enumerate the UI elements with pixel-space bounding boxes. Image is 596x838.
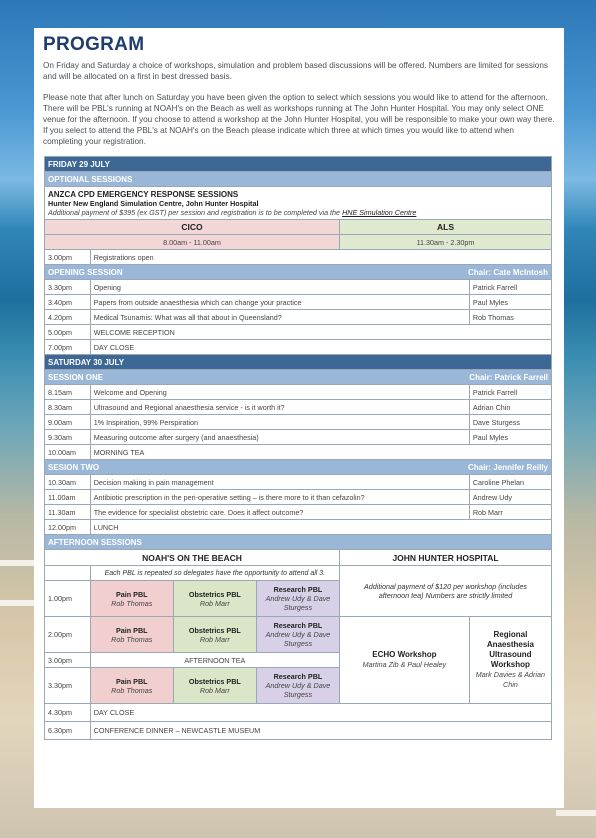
pbl-presenter: Rob Marr [199,598,230,608]
time-cell: 3.00pm [45,653,91,668]
background-rail [556,810,596,816]
pbl-presenter: Rob Thomas [111,634,153,644]
pbl-presenter: Rob Marr [199,685,230,695]
pain-pbl-1 [90,581,173,617]
workshop-title: ECHO Workshop [372,650,437,659]
speaker: Dave Sturgess [469,415,551,430]
morning-tea: MORNING TEA [90,445,551,460]
speaker: Andrew Udy [469,490,551,505]
cico-header: CICO [45,220,340,235]
session-one-chair: Chair: Patrick Farrell [469,372,548,382]
day-header-friday: FRIDAY 29 JULY [45,157,552,172]
session-title: Decision making in pain management [90,475,469,490]
session-two-label: SESION TWO [48,462,100,472]
echo-workshop [339,617,469,704]
pbl-presenter: Andrew Udy & Dave Sturgess [265,681,331,699]
pbl-title: Pain PBL [115,676,148,686]
afternoon-sessions-header: AFTERNOON SESSIONS [45,535,552,550]
pbl-title: Research PBL [273,621,323,630]
opening-session-label: OPENING SESSION [48,267,123,277]
optional-sessions-header: OPTIONAL SESSIONS [45,172,552,187]
pbl-title: Obstetrics PBL [188,589,241,599]
pbl-presenter: Rob Marr [199,634,230,644]
session-title: Papers from outside anaesthesia which can change your practice [90,295,469,310]
page-title: PROGRAM [43,34,145,55]
pbl-title: Obstetrics PBL [188,625,241,635]
session-title: 1% Inspiration, 99% Perspiration [90,415,469,430]
table-row [45,415,552,430]
opening-chair: Chair: Cate McIntosh [467,267,548,277]
pbl-title: Research PBL [273,585,323,594]
speaker: Patrick Farrell [469,385,551,400]
noah-venue-header: NOAH'S ON THE BEACH [45,550,340,566]
anzca-venue: Hunter New England Simulation Centre, John Hunter Hospital [48,198,259,208]
welcome-reception: WELCOME RECEPTION [90,325,551,340]
workshop-title: Regional Anaesthesia Ultrasound Workshop [486,630,534,669]
speaker: Adrian Chin [469,400,551,415]
lunch: LUNCH [90,520,551,535]
anzca-note: Additional payment of $395 (ex GST) per session and registration is to be completed via the [48,207,341,217]
day-close: DAY CLOSE [90,704,551,722]
time-cell: 8.30am [45,400,91,415]
time-cell: 1.00pm [45,581,91,617]
speaker: Patrick Farrell [469,280,551,295]
hne-simulation-centre-link[interactable]: HNE Simulation Centre [342,207,417,217]
session-two-header [45,460,552,475]
registrations-text: Registrations open [90,250,551,265]
jhh-note: Additional payment of $120 per workshop (includes afternoon tea) Numbers are strictly limited [339,566,551,617]
cico-time: 8.00am - 11.00am [45,235,340,250]
pbl-title: Research PBL [273,672,323,681]
pbl-presenter: Rob Thomas [111,598,153,608]
time-cell: 10.30am [45,475,91,490]
speaker: Rob Thomas [469,310,551,325]
afternoon-tea: AFTERNOON TEA [90,653,339,668]
session-title: Medical Tsunamis: What was all that about in Queensland? [90,310,469,325]
time-cell: 3.30pm [45,668,91,704]
pbl-title: Pain PBL [115,589,148,599]
table-row [45,280,552,295]
time-cell: 9.30am [45,430,91,445]
anzca-title: ANZCA CPD EMERGENCY RESPONSE SESSIONS [48,189,239,199]
speaker: Caroline Phelan [469,475,551,490]
obstetrics-pbl-3 [173,668,256,704]
time-cell: 3.00pm [45,250,91,265]
pbl-title: Obstetrics PBL [188,676,241,686]
table-row [45,430,552,445]
intro-paragraph-1: On Friday and Saturday a choice of workshops, simulation and problem based discussions will be offered. Numbers are limited for sessions and will be allocated on a first in best dressed basis. [43,61,548,81]
speaker: Paul Myles [469,430,551,445]
time-cell: 4.20pm [45,310,91,325]
research-pbl-3 [256,668,339,704]
day-header-saturday: SATURDAY 30 JULY [45,355,552,370]
program-table [44,156,552,740]
session-title: The evidence for specialist obstetric care. Does it affect outcome? [90,505,469,520]
pbl-note: Each PBL is repeated so delegates have the opportunity to attend all 3. [90,566,339,581]
session-title: Antibiotic prescription in the peri-operative setting – is there more to it than cefazolin? [90,490,469,505]
table-row [45,400,552,415]
table-row [45,490,552,505]
workshop-presenter: Martina Zib & Paul Healey [362,660,447,669]
session-title: Ultrasound and Regional anaesthesia service - is it worth it? [90,400,469,415]
table-row [45,385,552,400]
time-cell: 11.00am [45,490,91,505]
table-row [45,295,552,310]
als-header: ALS [339,220,551,235]
obstetrics-pbl-1 [173,581,256,617]
intro-paragraph-2: Please note that after lunch on Saturday you have been given the option to select which sessions you would like to attend for the afternoon. There will be PBL's running at NOAH's on the Beach as well as workshops running at The John Hunter Hospital. You may only select ONE venue for the afternoon. If you choose to attend a workshop at the John Hunter Hospital, you will be responsible to make your own way there. If you select to attend the PBL's at NOAH's on the Beach please indicate which three at which times you would like to attend when completing your registration. [43,93,555,146]
time-cell: 9.00am [45,415,91,430]
time-cell: 11.30am [45,505,91,520]
session-title: Opening [90,280,469,295]
conference-dinner: CONFERENCE DINNER – NEWCASTLE MUSEUM [90,722,551,740]
table-row [45,310,552,325]
time-cell: 3.30pm [45,280,91,295]
time-cell: 4.30pm [45,704,91,722]
pbl-presenter: Andrew Udy & Dave Sturgess [265,630,331,648]
regional-ultrasound-workshop [469,617,551,704]
research-pbl-2 [256,617,339,653]
pbl-title: Pain PBL [115,625,148,635]
anzca-block [45,187,552,220]
obstetrics-pbl-2 [173,617,256,653]
als-time: 11.30am - 2.30pm [339,235,551,250]
speaker: Rob Marr [469,505,551,520]
session-two-chair: Chair: Jennifer Reilly [467,462,548,472]
pain-pbl-2 [90,617,173,653]
day-close: DAY CLOSE [90,340,551,355]
session-title: Welcome and Opening [90,385,469,400]
pain-pbl-3 [90,668,173,704]
table-row [45,475,552,490]
pbl-presenter: Rob Thomas [111,685,153,695]
time-cell: 7.00pm [45,340,91,355]
blank-cell [45,566,91,581]
session-one-header [45,370,552,385]
time-cell: 2.00pm [45,617,91,653]
research-pbl-1 [256,581,339,617]
pbl-presenter: Andrew Udy & Dave Sturgess [265,594,331,612]
time-cell: 8.15am [45,385,91,400]
time-cell: 5.00pm [45,325,91,340]
time-cell: 10.00am [45,445,91,460]
session-title: Measuring outcome after surgery (and anaesthesia) [90,430,469,445]
jhh-venue-header: JOHN HUNTER HOSPITAL [339,550,551,566]
time-cell: 6.30pm [45,722,91,740]
time-cell: 3.40pm [45,295,91,310]
workshop-presenter: Mark Davies & Adrian Chin [475,670,546,689]
table-row [45,505,552,520]
opening-session-header [45,265,552,280]
speaker: Paul Myles [469,295,551,310]
session-one-label: SESSION ONE [48,372,104,382]
time-cell: 12.00pm [45,520,91,535]
